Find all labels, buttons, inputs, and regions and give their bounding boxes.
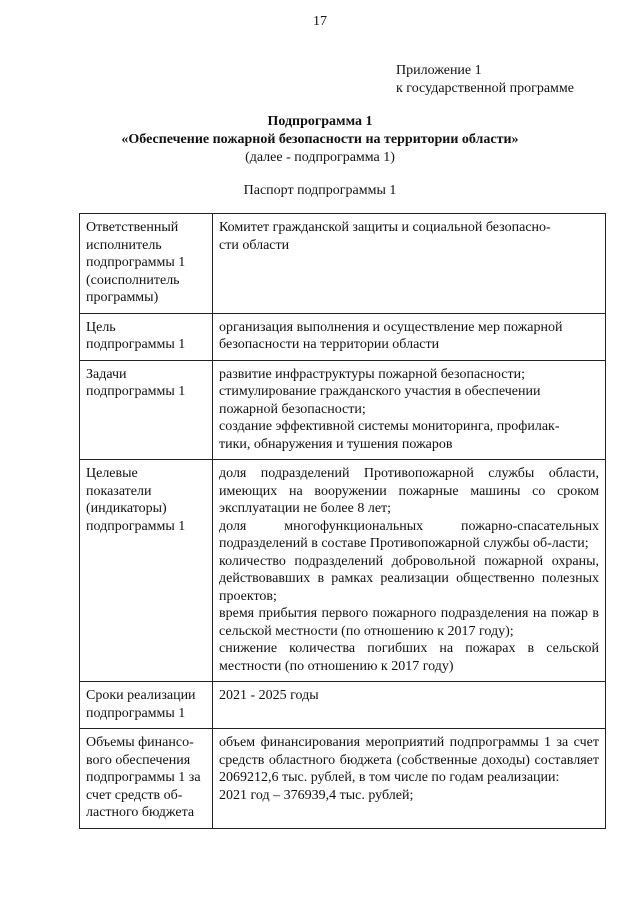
content-line: снижение количества погибших на пожарах в сельской местности (по отношению к 2017 году)	[219, 641, 599, 674]
label-line: программы)	[86, 290, 159, 305]
content-line: объем финансирования мероприятий подпрограммы 1 за счет средств областного бюджета (собственные доходы) составляет 2069212,6 тыс. рублей, в том числе по годам реализации:	[219, 735, 599, 785]
page-number: 17	[313, 14, 327, 29]
label-line: подпрограммы 1 за	[86, 770, 201, 785]
label-line: подпрограммы 1	[86, 337, 186, 352]
content-line: развитие инфраструктуры пожарной безопасности;	[219, 366, 525, 382]
label-line: подпрограммы 1	[86, 255, 186, 270]
row-label	[80, 729, 213, 829]
content-line: Комитет гражданской защиты и социальной безопасно-	[219, 220, 551, 235]
passport-table	[79, 213, 606, 829]
content-line: создание эффективной системы мониторинга, профилак-	[219, 419, 560, 434]
row-label	[80, 360, 213, 460]
label-line: Объемы финансо-	[86, 735, 194, 750]
table-row	[80, 682, 606, 729]
label-line: Ответственный	[86, 220, 179, 235]
label-line: показатели	[86, 483, 152, 499]
label-line: (соисполнитель	[86, 272, 180, 288]
content-line: количество подразделений добровольной пожарной охраны, действовавших в рамках реализации общественно полезных проектов;	[219, 553, 599, 604]
annex-note	[396, 62, 574, 98]
subprogram-title-line-3: (далее - подпрограмма 1)	[245, 150, 395, 165]
label-line: подпрограммы 1	[86, 518, 186, 534]
label-line: исполнитель	[86, 237, 162, 253]
label-line: подпрограммы 1	[86, 384, 186, 399]
table-row	[80, 729, 606, 829]
row-content	[213, 729, 606, 829]
content-line: 2021 - 2025 годы	[219, 688, 319, 703]
row-label	[80, 460, 213, 682]
content-line: пожарной безопасности;	[219, 401, 366, 417]
label-line: Цель	[86, 319, 116, 335]
content-line: безопасности на территории области	[219, 337, 440, 352]
content-line: тики, обнаружения и тушения пожаров	[219, 436, 453, 452]
subprogram-title-line-1: Подпрограмма 1	[267, 114, 373, 129]
row-content	[213, 313, 606, 360]
table-row	[80, 313, 606, 360]
content-line: доля многофункциональных пожарно-спасательных подразделений в составе Противопожарной службы об-ласти;	[219, 518, 599, 551]
label-line: (индикаторы)	[86, 501, 167, 516]
label-line: Сроки реализации	[86, 688, 196, 703]
content-line: 2021 год – 376939,4 тыс. рублей;	[219, 787, 414, 803]
row-label	[80, 313, 213, 360]
row-content	[213, 360, 606, 460]
label-line: Целевые	[86, 466, 138, 481]
annex-line-2: к государственной программе	[396, 81, 574, 96]
table-row	[80, 214, 606, 314]
passport-title: Паспорт подпрограммы 1	[243, 183, 397, 198]
content-line: доля подразделений Противопожарной службы области, имеющих на вооружении пожарные машины со сроком эксплуатации не более 8 лет;	[219, 466, 599, 516]
row-content	[213, 214, 606, 314]
row-label	[80, 682, 213, 729]
annex-line-1: Приложение 1	[396, 63, 482, 78]
subprogram-title	[0, 113, 640, 167]
row-content	[213, 460, 606, 682]
label-line: вого обеспечения	[86, 752, 191, 768]
content-line: стимулирование гражданского участия в обеспечении	[219, 384, 541, 399]
label-line: Задачи	[86, 366, 127, 382]
row-content	[213, 682, 606, 729]
content-line: сти области	[219, 237, 290, 253]
content-line: организация выполнения и осуществление мер пожарной	[219, 319, 563, 335]
table-row	[80, 360, 606, 460]
label-line: подпрограммы 1	[86, 705, 186, 721]
label-line: ластного бюджета	[86, 805, 195, 820]
row-label	[80, 214, 213, 314]
table-row	[80, 460, 606, 682]
label-line: счет средств об-	[86, 787, 183, 803]
content-line: время прибытия первого пожарного подразделения на пожар в сельской местности (по отношению к 2017 году);	[219, 606, 599, 639]
subprogram-title-line-2: «Обеспечение пожарной безопасности на территории области»	[121, 132, 519, 147]
